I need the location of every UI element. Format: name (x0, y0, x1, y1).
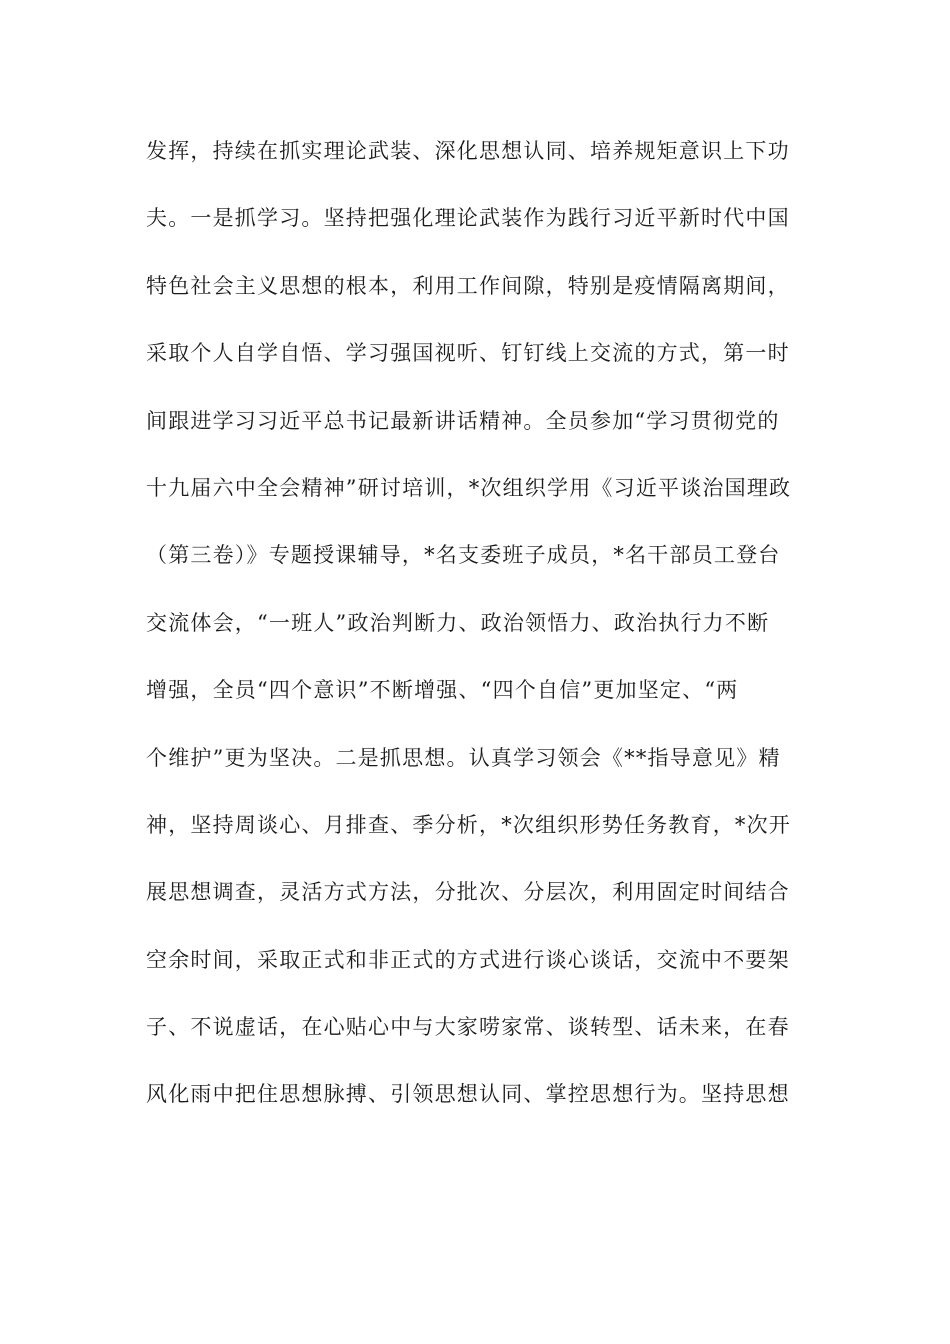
text-line: 十九届六中全会精神”研讨培训，*次组织学用《习近平谈治国理政 (146, 475, 792, 500)
text-line: 个维护”更为坚决。二是抓思想。认真学习领会《**指导意见》精 (146, 745, 781, 770)
text-line: 间跟进学习习近平总书记最新讲话精神。全员参加“学习贯彻党的 (146, 408, 780, 433)
body-paragraph (146, 126, 806, 1137)
text-line: （第三卷）》专题授课辅导，*名支委班子成员，*名干部员工登台 (146, 543, 781, 568)
text-line: 空余时间，采取正式和非正式的方式进行谈心谈话，交流中不要架 (146, 947, 790, 972)
text-line: 子、不说虚话，在心贴心中与大家唠家常、谈转型、话未来，在春 (146, 1015, 790, 1040)
text-line: 发挥，持续在抓实理论武装、深化思想认同、培养规矩意识上下功 (146, 139, 790, 163)
text-line: 特色社会主义思想的根本，利用工作间隙，特别是疫情隔离期间， (146, 273, 790, 298)
text-line: 展思想调查，灵活方式方法，分批次、分层次，利用固定时间结合 (146, 880, 790, 905)
text-line: 神，坚持周谈心、月排查、季分析，*次组织形势任务教育，*次开 (146, 812, 791, 837)
text-line: 风化雨中把住思想脉搏、引领思想认同、掌控思想行为。坚持思想 (146, 1082, 790, 1107)
text-line: 夫。一是抓学习。坚持把强化理论武装作为践行习近平新时代中国 (146, 206, 790, 231)
text-line: 采取个人自学自悟、学习强国视听、钉钉线上交流的方式，第一时 (146, 341, 790, 366)
text-line: 增强，全员“四个意识”不断增强、“四个自信”更加坚定、“两 (146, 678, 739, 703)
text-line: 交流体会，“一班人”政治判断力、政治领悟力、政治执行力不断 (146, 610, 770, 635)
